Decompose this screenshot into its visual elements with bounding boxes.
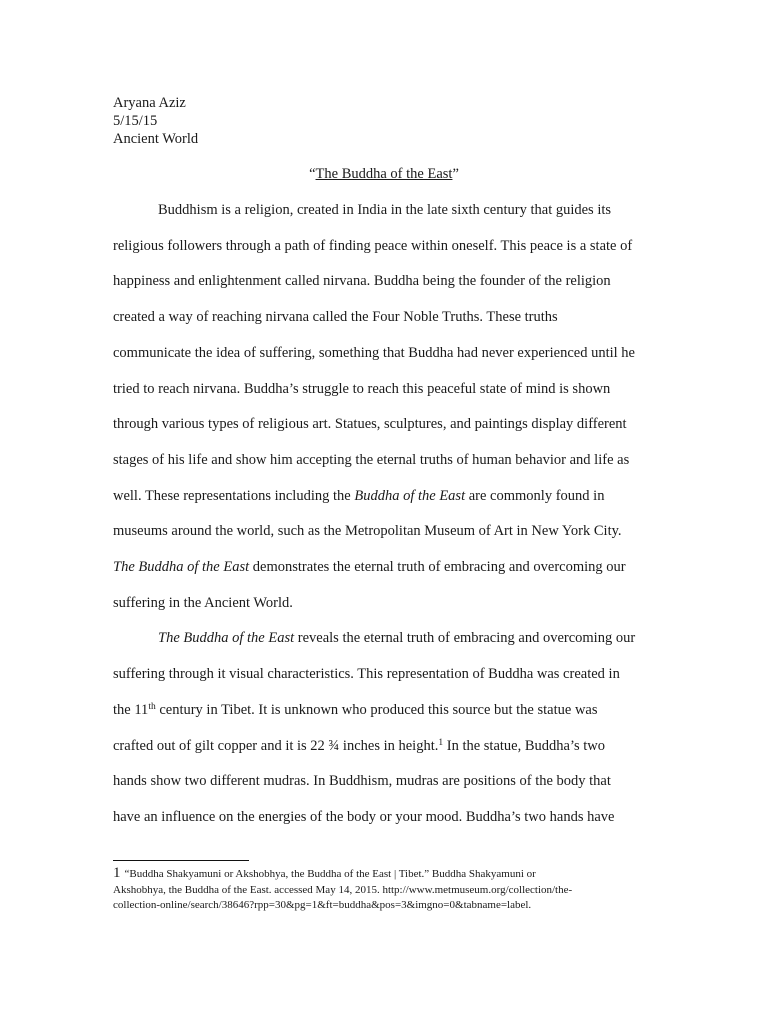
body-line: through various types of religious art. Statues, sculptures, and paintings display different <box>113 416 627 432</box>
course-name: Ancient World <box>113 131 199 147</box>
footnote-line: collection-online/search/38646?rpp=30&pg=1&ft=buddha&pos=3&imgno=0&tabname=label. <box>113 899 532 911</box>
body-line <box>113 558 626 576</box>
body-text: are commonly found in <box>465 488 605 504</box>
body-line: have an influence on the energies of the body or your mood. Buddha’s two hands have <box>113 809 615 825</box>
body-line: suffering in the Ancient World. <box>113 595 293 611</box>
title-close-quote: ” <box>452 166 459 182</box>
title-open-quote: “ <box>309 166 316 182</box>
body-text: the 11 <box>113 702 149 718</box>
body-line: religious followers through a path of finding peace within oneself. This peace is a state of <box>113 238 633 254</box>
body-text: crafted out of gilt copper and it is 22 ¾ inches in height. <box>113 738 439 754</box>
body-text: demonstrates the eternal truth of embracing and overcoming our <box>249 559 626 575</box>
body-line: tried to reach nirvana. Buddha’s struggle to reach this peaceful state of mind is shown <box>113 381 611 397</box>
body-text: In the statue, Buddha’s two <box>443 738 606 754</box>
artwork-title: The Buddha of the East <box>113 559 250 575</box>
essay-title <box>0 165 768 183</box>
superscript: th <box>148 701 156 712</box>
body-line: suffering through it visual characteristics. This representation of Buddha was created in <box>113 666 620 682</box>
date: 5/15/15 <box>113 113 158 129</box>
body-line: stages of his life and show him accepting the eternal truths of human behavior and life as <box>113 452 630 468</box>
artwork-title: The Buddha of the East <box>158 630 295 646</box>
artwork-title: Buddha of the East <box>354 488 466 504</box>
footnote-line: Akshobhya, the Buddha of the East. accessed May 14, 2015. http://www.metmuseum.org/collection/the- <box>113 884 573 896</box>
body-line <box>113 701 598 719</box>
body-line: created a way of reaching nirvana called the Four Noble Truths. These truths <box>113 309 558 325</box>
body-line: museums around the world, such as the Metropolitan Museum of Art in New York City. <box>113 523 622 539</box>
footnote-text: “Buddha Shakyamuni or Akshobhya, the Buddha of the East | Tibet.” Buddha Shakyamuni or <box>124 868 536 880</box>
body-line: communicate the idea of suffering, something that Buddha had never experienced until he <box>113 345 635 361</box>
body-text: well. These representations including the <box>113 488 355 504</box>
body-line: hands show two different mudras. In Buddhism, mudras are positions of the body that <box>113 773 611 789</box>
title-text: The Buddha of the East <box>315 166 453 182</box>
body-line <box>113 737 605 755</box>
body-line <box>113 487 604 505</box>
body-text: reveals the eternal truth of embracing and overcoming our <box>294 630 636 646</box>
body-line: Buddhism is a religion, created in India in the late sixth century that guides its <box>158 202 612 218</box>
footnote-separator <box>113 860 249 861</box>
body-text: century in Tibet. It is unknown who produced this source but the statue was <box>155 702 598 718</box>
footnote-line <box>113 866 536 881</box>
body-line <box>158 629 635 647</box>
author-name: Aryana Aziz <box>113 95 186 111</box>
footnote-number: 1 <box>113 865 121 881</box>
footnote-reference: 1 <box>438 737 444 748</box>
body-line: happiness and enlightenment called nirvana. Buddha being the founder of the religion <box>113 273 611 289</box>
